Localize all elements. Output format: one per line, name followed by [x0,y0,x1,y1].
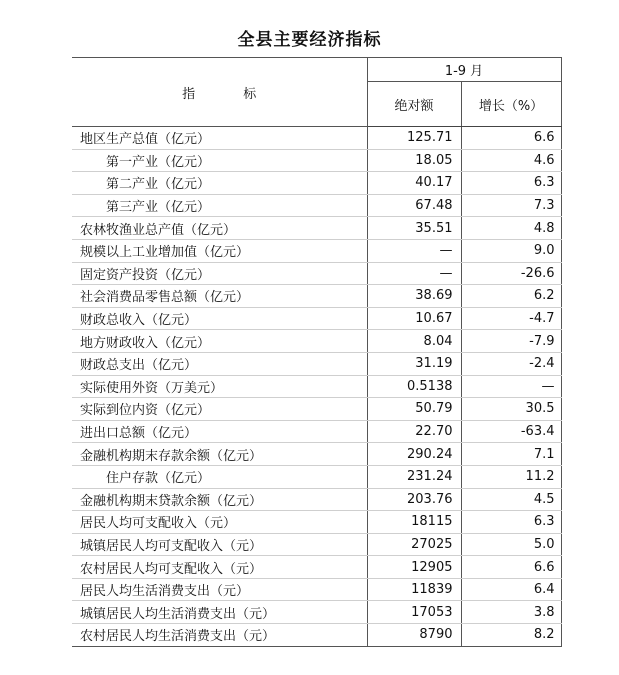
indicator-label: 实际使用外资（万美元） [72,375,367,398]
absolute-value: 8790 [367,624,461,647]
absolute-value: — [367,262,461,285]
table-row [72,239,561,262]
growth-value: 4.5 [461,488,561,511]
absolute-value: 35.51 [367,217,461,240]
growth-value: 3.8 [461,601,561,624]
period-column-header: 1-9 月 [367,58,561,82]
indicator-label: 金融机构期末存款余额（亿元） [72,443,367,466]
table-row [72,578,561,601]
table-row [72,488,561,511]
absolute-value: 290.24 [367,443,461,466]
absolute-value: 27025 [367,533,461,556]
table-body [72,127,561,647]
growth-value: -63.4 [461,420,561,443]
table-row [72,511,561,534]
growth-value: -4.7 [461,307,561,330]
growth-value: 7.1 [461,443,561,466]
indicator-label: 社会消费品零售总额（亿元） [72,285,367,308]
growth-value: 4.8 [461,217,561,240]
absolute-value: 67.48 [367,194,461,217]
growth-value: -26.6 [461,262,561,285]
table-row [72,624,561,647]
absolute-value: 231.24 [367,465,461,488]
absolute-value: 0.5138 [367,375,461,398]
indicator-label: 第二产业（亿元） [72,172,367,195]
indicator-label: 农村居民人均生活消费支出（元） [72,624,367,647]
absolute-value: 203.76 [367,488,461,511]
absolute-value: 18.05 [367,149,461,172]
growth-value: 6.6 [461,556,561,579]
absolute-value: 40.17 [367,172,461,195]
economic-indicators-table [72,57,562,647]
indicator-label: 进出口总额（亿元） [72,420,367,443]
table-row [72,285,561,308]
growth-value: 4.6 [461,149,561,172]
table-row [72,420,561,443]
indicator-label: 固定资产投资（亿元） [72,262,367,285]
growth-value: 9.0 [461,239,561,262]
absolute-value: 38.69 [367,285,461,308]
indicator-label: 第三产业（亿元） [72,194,367,217]
indicator-label: 住户存款（亿元） [72,465,367,488]
table-row [72,307,561,330]
indicator-label: 实际到位内资（亿元） [72,398,367,421]
absolute-value: 22.70 [367,420,461,443]
indicator-label: 农林牧渔业总产值（亿元） [72,217,367,240]
table-row [72,352,561,375]
absolute-value: 10.67 [367,307,461,330]
absolute-value: 8.04 [367,330,461,353]
table-row [72,149,561,172]
table-row [72,127,561,150]
growth-column-header: 增长（%） [461,82,561,127]
growth-value: 8.2 [461,624,561,647]
absolute-value: — [367,239,461,262]
indicator-label: 财政总收入（亿元） [72,307,367,330]
table-row [72,465,561,488]
growth-value: -2.4 [461,352,561,375]
growth-value: -7.9 [461,330,561,353]
growth-value: 5.0 [461,533,561,556]
indicator-label: 城镇居民人均可支配收入（元） [72,533,367,556]
growth-value: 30.5 [461,398,561,421]
table-row [72,217,561,240]
growth-value: — [461,375,561,398]
indicator-label: 规模以上工业增加值（亿元） [72,239,367,262]
indicator-label: 财政总支出（亿元） [72,352,367,375]
indicator-label: 地区生产总值（亿元） [72,127,367,150]
table-row [72,556,561,579]
absolute-value: 50.79 [367,398,461,421]
table-row [72,601,561,624]
indicator-label: 农村居民人均可支配收入（元） [72,556,367,579]
absolute-value: 125.71 [367,127,461,150]
indicator-label: 地方财政收入（亿元） [72,330,367,353]
growth-value: 6.2 [461,285,561,308]
indicator-label: 金融机构期末贷款余额（亿元） [72,488,367,511]
table-row [72,194,561,217]
table-row [72,375,561,398]
absolute-column-header: 绝对额 [367,82,461,127]
indicator-label: 第一产业（亿元） [72,149,367,172]
growth-value: 6.6 [461,127,561,150]
table-row [72,443,561,466]
absolute-value: 11839 [367,578,461,601]
growth-value: 6.4 [461,578,561,601]
table-row [72,330,561,353]
growth-value: 7.3 [461,194,561,217]
growth-value: 6.3 [461,172,561,195]
growth-value: 11.2 [461,465,561,488]
table-header [72,58,561,127]
table-row [72,398,561,421]
absolute-value: 31.19 [367,352,461,375]
page-title: 全县主要经济指标 [237,30,382,50]
indicator-label: 居民人均生活消费支出（元） [72,578,367,601]
table-row [72,172,561,195]
header-row-period [72,58,561,82]
absolute-value: 18115 [367,511,461,534]
table-row [72,533,561,556]
indicator-label: 居民人均可支配收入（元） [72,511,367,534]
absolute-value: 17053 [367,601,461,624]
indicator-column-header: 指 标 [72,58,367,127]
absolute-value: 12905 [367,556,461,579]
growth-value: 6.3 [461,511,561,534]
table-row [72,262,561,285]
indicator-label: 城镇居民人均生活消费支出（元） [72,601,367,624]
